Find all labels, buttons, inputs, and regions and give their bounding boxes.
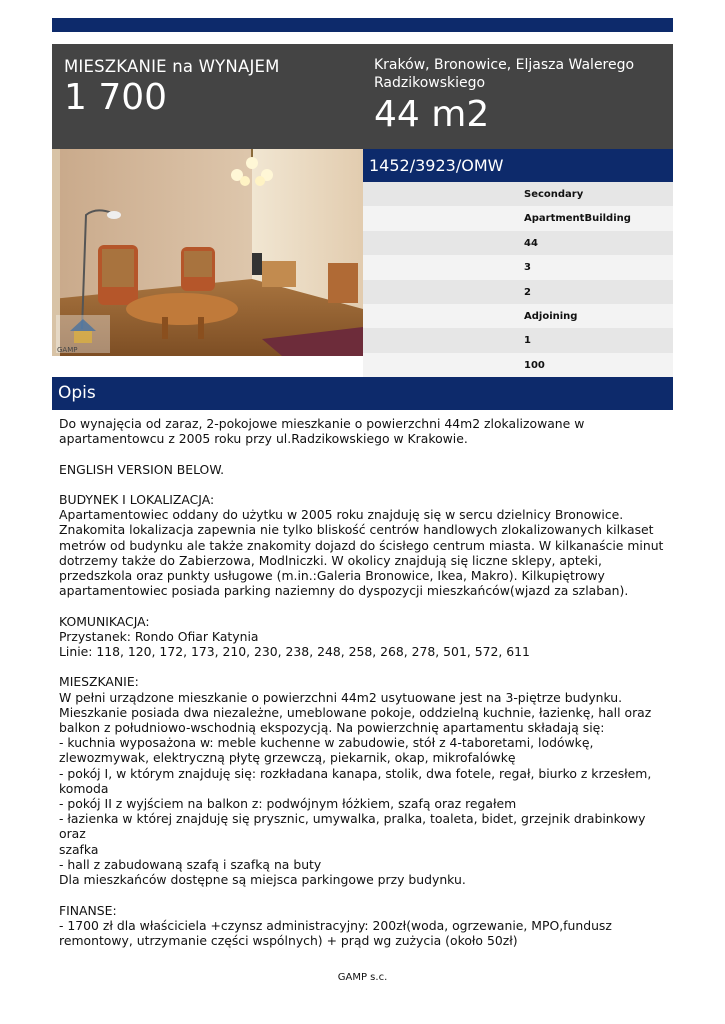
reference-number: 1452/3923/OMW: [369, 156, 504, 175]
attribute-row: [363, 255, 673, 279]
attribute-value: ApartmentBuilding: [524, 213, 631, 225]
attribute-value: Secondary: [524, 189, 584, 200]
attribute-value: 3: [524, 262, 531, 274]
attribute-value: 44: [524, 237, 538, 249]
attribute-row: [363, 231, 673, 255]
description-text: Do wynajęcia od zaraz, 2-pokojowe mieszkanie o powierzchni 44m2 zlokalizowane w apartamentowcu z 2005 roku przy ul.Radzikowskiego w Krakowie. ENGLISH VERSION BELOW. BUDYNEK I LOKALIZACJA: Apartamentowiec oddany do użytku w 2005 roku znajduję się w sercu dzielnicy Bronowice. Znakomita lokalizacja zapewnia nie tylko bliskość centrów handlowych zlokalizowanych kilkaset metrów od budynku ale także znakomity dojazd do ścisłego centrum miasta. W kilkanaście minut dotrzemy także do Zabierzowa, Modlniczki. W okolicy znajdują się liczne sklepy, apteki, przedszkola oraz punkty usługowe (m.in.:Galeria Bronowice, Ikea, Makro). Kilkupiętrowy apartamentowiec posiada parking naziemny do dyspozycji mieszkańców(wjazd za szlaban). KOMUNIKACJA: Przystanek: Rondo Ofiar Katynia Linie: 118, 120, 172, 173, 210, 230, 238, 248, 258, 268, 278, 501, 572, 611 MIESZKANIE: W pełni urządzone mieszkanie o powierzchni 44m2 usytuowane jest na 3-piętrze budynku. Mieszkanie posiada dwa niezależne, umeblowane pokoje, oddzielną kuchnie, łazienkę, hall oraz balkon z południowo-wschodnią ekspozycją. Na powierzchnię apartamentu składają się: - kuchnia wyposażona w: meble kuchenne w zabudowie, stół z 4-taboretami, lodówkę, zlewozmywak, elektryczną płytę grzewczą, piekarnik, okap, mikrofalówkę - pokój I, w którym znajduję się: rozkładana kanapa, stolik, dwa fotele, regał, biurko z krzesłem, komoda - pokój II z wyjściem na balkon z: podwójnym łóżkiem, szafą oraz regałem - łazienka w której znajduję się prysznic, umywalka, pralka, toaleta, bidet, grzejnik drabinkowy oraz szafka - hall z zabudowaną szafą i szafką na buty Dla mieszkańców dostępne są miejsca parkingowe przy budynku. FINANSE: - 1700 zł dla właściciela +czynsz administracyjny: 200zł(woda, ogrzewanie, MPO,fundusz remontowy, utrzymanie części wspólnych) + prąd wg zużycia (około 50zł): [59, 416, 664, 948]
footer-company: GAMP s.c.: [337, 972, 388, 983]
listing-area: 44 m2: [374, 94, 490, 135]
attribute-row: [363, 206, 673, 230]
top-accent-bar: [52, 18, 673, 32]
reference-bar: [363, 149, 673, 182]
listing-header: [52, 44, 673, 149]
attribute-row: [363, 353, 673, 377]
attribute-value: 2: [524, 286, 531, 298]
listing-price: 1 700: [64, 77, 168, 118]
svg-text:GAMP: GAMP: [57, 346, 78, 354]
attribute-row: [363, 182, 673, 206]
attribute-value: 100: [524, 359, 545, 371]
attribute-value: Adjoining: [524, 310, 578, 322]
attribute-row: [363, 304, 673, 328]
attribute-table: [363, 182, 673, 377]
section-title: Opis: [58, 383, 96, 403]
attribute-value: 1: [524, 335, 531, 347]
attribute-row: [363, 328, 673, 352]
attribute-row: [363, 280, 673, 304]
section-header: [52, 377, 673, 410]
listing-type: MIESZKANIE na WYNAJEM: [64, 57, 280, 76]
apartment-photo: [52, 149, 363, 356]
listing-location: Kraków, Bronowice, Eljasza Walerego Radzikowskiego: [374, 57, 635, 91]
